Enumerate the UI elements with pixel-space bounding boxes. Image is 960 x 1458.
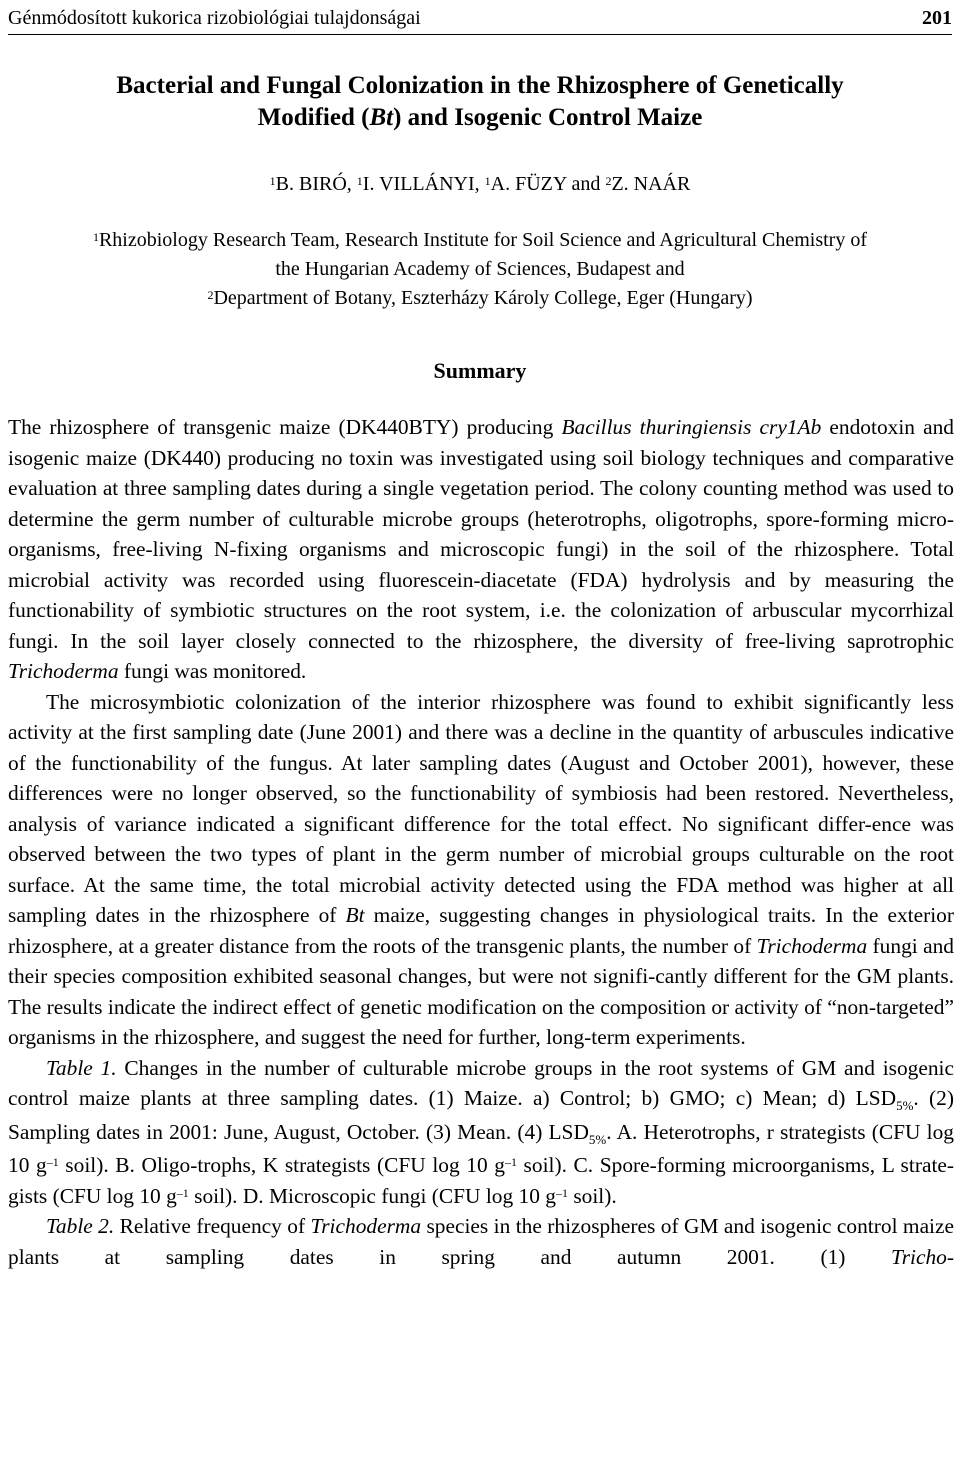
genus-name: Tricho-: [891, 1244, 954, 1269]
author-affil-sup: 1: [356, 174, 363, 188]
page-number: 201: [922, 7, 952, 29]
affiliation-2: [8, 284, 952, 313]
title-text: Modified (: [257, 104, 370, 131]
text-run: The rhizosphere of transgenic maize (DK440BTY) producing: [8, 415, 562, 439]
text-run: maize, suggesting changes in physiological traits. In the exterior rhizosphere, at a greater distance from the roots of the transgenic plants, the number of: [8, 903, 954, 958]
affil-sup: 1: [92, 230, 99, 244]
author-list: [8, 170, 952, 198]
affil-sup: 2: [207, 288, 214, 302]
subscript: 5%: [896, 1098, 914, 1113]
table-2-caption: [8, 1211, 954, 1272]
running-header: [8, 4, 952, 35]
title-italic: Bt: [369, 104, 394, 131]
text-run: The microsymbiotic colonization of the interior rhizosphere was found to exhibit significantly less activity at the first sampling date (June 2001) and there was a decline in the quantity of arbuscules indicative of the functionability of the fungus. At later sampling dates (August and October 2001), however, these differences were no longer observed, so the functionability of symbiosis had been restored. Nevertheless, analysis of variance indicated a significant difference for the total effect. No significant differ-ence was observed between the two types of plant in the germ number of microbial groups culturable on the root surface. At the same time, the total microbial activity detected using the FDA method was higher at all sampling dates in the rhizosphere of: [8, 689, 954, 927]
text-run: endotoxin and isogenic maize (DK440) producing no toxin was investigated using soil biology techniques and comparative evaluation at three sampling dates during a single vegetation period. The colony counting method was used to determine the germ number of culturable microbe groups (heterotrophs, oligotrophs, spore-forming micro-organisms, free-living N-fixing organisms and microscopic fungi) in the soil of the rhizosphere. Total microbial activity was recorded using fluorescein-diacetate (FDA) hydrolysis and by measuring the functionability of symbiotic structures on the root system, i.e. the colonization of arbuscular mycorrhizal fungi. In the soil layer closely connected to the rhizosphere, the diversity of free-living saprotrophic: [8, 415, 954, 653]
text-run: Changes in the number of culturable microbe groups in the root systems of GM and isogenic control maize plants at three sampling dates. (1) Maize. a) Control; b) GMO; c) Mean; d) LSD: [8, 1055, 954, 1110]
author-affil-sup: 1: [269, 174, 276, 188]
text-run: fungi was monitored.: [118, 659, 307, 683]
author-affil-sup: 2: [605, 174, 612, 188]
table-label: Table 1.: [46, 1055, 117, 1080]
author-name: B. BIRÓ,: [275, 173, 357, 195]
genus-name: Trichoderma: [310, 1214, 422, 1238]
genus-name: Trichoderma: [756, 933, 868, 958]
genus-name: Trichoderma: [8, 659, 119, 683]
text-run: . A. Heterotrophs, r strategists (CFU log 10 g: [8, 1119, 954, 1177]
superscript: –1: [176, 1185, 189, 1200]
superscript: –1: [555, 1185, 568, 1200]
paper-title: [8, 70, 952, 134]
text-run: Relative frequency of: [114, 1214, 311, 1238]
summary-body: [8, 412, 954, 1272]
affiliation-1-cont: the Hungarian Academy of Sciences, Budapest and: [275, 258, 685, 280]
affil-text: Rhizobiology Research Team, Research Institute for Soil Science and Agricultural Chemistry of: [98, 229, 868, 251]
superscript: –1: [46, 1155, 59, 1169]
affiliation-1: [8, 226, 952, 255]
text-run: species in the rhizospheres of GM and isogenic control maize plants at sampling dates in spring and autumn 2001. (1): [8, 1214, 954, 1269]
table-label: Table 2.: [46, 1214, 115, 1238]
author-affil-sup: 1: [484, 174, 491, 188]
summary-paragraph-1: [8, 412, 954, 687]
species-name: Bacillus thuringiensis cry1Ab: [561, 415, 822, 439]
title-line-1: Bacterial and Fungal Colonization in the Rhizosphere of Genetically: [116, 72, 844, 99]
author-name: A. FÜZY and: [490, 173, 606, 195]
genus-abbrev: Bt: [345, 903, 365, 927]
text-run: soil). D. Microscopic fungi (CFU log 10 g: [188, 1183, 556, 1208]
text-run: soil). C. Spore-forming microorganisms, L strate-gists (CFU log 10 g: [8, 1153, 955, 1208]
affiliations: [8, 226, 952, 313]
superscript: –1: [504, 1155, 517, 1169]
author-name: I. VILLÁNYI,: [362, 173, 485, 195]
table-1-caption: [8, 1053, 954, 1212]
running-title: Génmódosított kukorica rizobiológiai tulajdonságai: [8, 7, 421, 29]
text-run: fungi and their species composition exhibited seasonal changes, but were not signifi-cantly different for the GM plants. The results indicate the indirect effect of genetic modification on the composition or activity of “non-targeted” organisms in the rhizosphere, and suggest the need for further, long-term experiments.: [8, 933, 954, 1049]
subscript: 5%: [588, 1131, 607, 1147]
summary-heading: Summary: [433, 358, 527, 383]
text-run: soil). B. Oligo-trophs, K strategists (CFU log 10 g: [58, 1153, 505, 1177]
summary-paragraph-2: [8, 687, 954, 1053]
affil-text: Department of Botany, Eszterházy Károly College, Eger (Hungary): [213, 287, 753, 309]
text-run: . (2) Sampling dates in 2001: June, August, October. (3) Mean. (4) LSD: [8, 1086, 954, 1144]
text-run: soil).: [567, 1183, 617, 1208]
author-name: Z. NAÁR: [611, 173, 691, 195]
title-line-2: [8, 102, 952, 134]
title-text: ) and Isogenic Control Maize: [393, 104, 703, 131]
